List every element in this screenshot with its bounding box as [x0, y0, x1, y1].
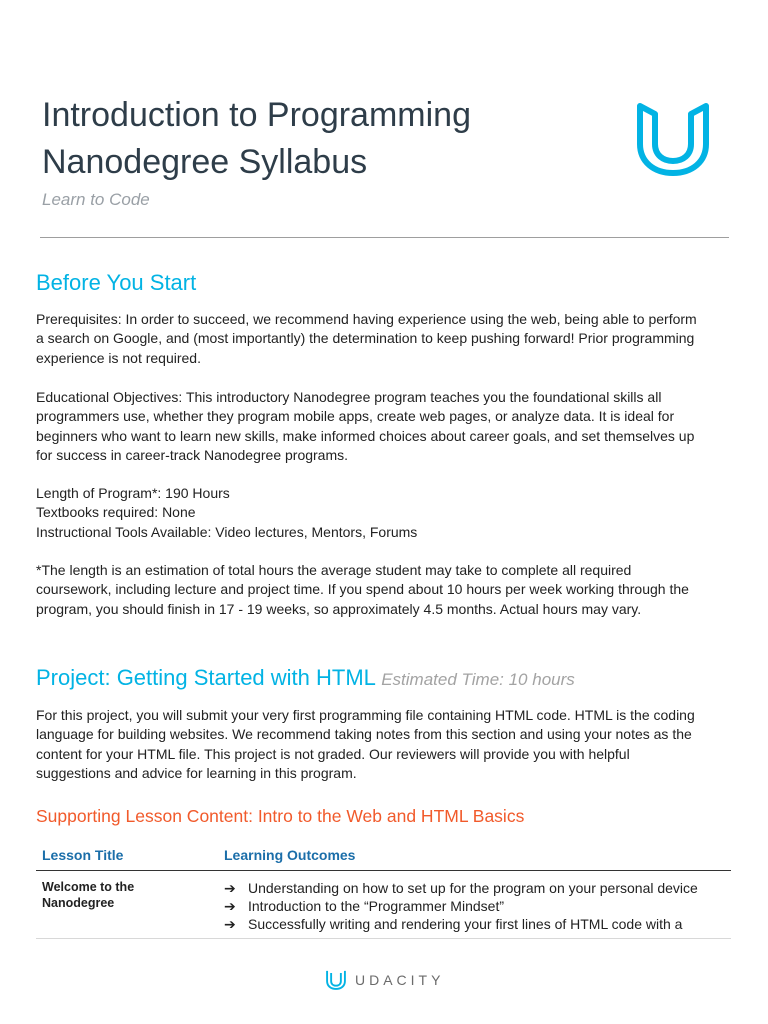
- list-item: [224, 915, 698, 933]
- column-header-lesson-title: Lesson Title: [42, 847, 124, 863]
- text-line: language for building websites. We recommend taking notes from this section and using your notes as the: [36, 726, 692, 743]
- arrow-right-icon: ➔: [224, 916, 236, 932]
- program-details: [36, 484, 736, 542]
- instructional-tools: Instructional Tools Available: Video lectures, Mentors, Forums: [36, 523, 418, 540]
- length-footnote: [36, 561, 736, 619]
- header-divider: [40, 237, 729, 238]
- text-line: Educational Objectives: This introductory Nanodegree program teaches you the foundational skills all: [36, 389, 662, 405]
- objectives-paragraph: [36, 388, 736, 466]
- page-footer: [326, 969, 444, 990]
- table-header-divider: [36, 870, 731, 871]
- title-line-1: Introduction to Programming: [42, 96, 471, 134]
- text-line: For this project, you will submit your very first programming file containing HTML code. HTML is the coding: [36, 707, 695, 723]
- udacity-u-logo-icon: [636, 100, 710, 176]
- text-line: a search on Google, and (most importantly) the determination to keep pushing forward! Prior programming: [36, 330, 695, 347]
- textbooks-required: Textbooks required: None: [36, 504, 196, 521]
- lesson-title-line: Nanodegree: [42, 896, 115, 910]
- column-header-learning-outcomes: Learning Outcomes: [224, 847, 356, 863]
- text-line: program, you should finish in 17 - 19 weeks, so approximately 4.5 months. Actual hours may vary.: [36, 600, 642, 617]
- outcome-text: Introduction to the “Programmer Mindset”: [248, 898, 504, 914]
- text-line: *The length is an estimation of total hours the average student may take to complete all required: [36, 562, 632, 578]
- page-subtitle: Learn to Code: [42, 190, 150, 209]
- page-title: [42, 92, 562, 186]
- footer-brand: UDACITY: [355, 971, 445, 988]
- outcome-text: Understanding on how to set up for the program on your personal device: [248, 880, 698, 896]
- text-line: suggestions and advice for learning in this program.: [36, 765, 357, 782]
- program-length: Length of Program*: 190 Hours: [36, 485, 230, 501]
- section-heading-before-you-start: Before You Start: [36, 270, 197, 295]
- text-line: for success in career-track Nanodegree programs.: [36, 447, 349, 464]
- outcome-text: Successfully writing and rendering your first lines of HTML code with a: [248, 916, 683, 932]
- arrow-right-icon: ➔: [224, 898, 236, 914]
- text-line: content for your HTML file. This project is not graded. Our reviewers will provide you with helpful: [36, 745, 630, 762]
- arrow-right-icon: ➔: [224, 880, 236, 896]
- text-line: coursework, including lecture and project time. If you spend about 10 hours per week working through the: [36, 581, 689, 598]
- estimated-time: Estimated Time: 10 hours: [381, 670, 575, 689]
- list-item: [224, 897, 698, 915]
- prerequisites-paragraph: [36, 310, 736, 368]
- lesson-title-cell: [42, 879, 192, 911]
- section-heading-project: [36, 665, 575, 691]
- project-description: [36, 706, 736, 784]
- text-line: programmers use, whether they program mobile apps, create web pages, or analyze data. It is ideal for: [36, 408, 675, 425]
- project-title: Project: Getting Started with HTML: [36, 665, 376, 690]
- text-line: beginners who want to learn new skills, make informed choices about career goals, and set themselves up: [36, 427, 695, 444]
- text-line: Prerequisites: In order to succeed, we recommend having experience using the web, being able to perform: [36, 311, 697, 327]
- text-line: experience is not required.: [36, 349, 201, 366]
- learning-outcomes-list: [224, 879, 698, 933]
- lesson-title-line: Welcome to the: [42, 880, 135, 894]
- title-line-2: Nanodegree Syllabus: [42, 143, 368, 181]
- list-item: [224, 879, 698, 897]
- table-row-divider: [36, 938, 731, 939]
- supporting-lesson-heading: Supporting Lesson Content: Intro to the Web and HTML Basics: [36, 806, 525, 826]
- udacity-u-logo-icon: [326, 969, 346, 990]
